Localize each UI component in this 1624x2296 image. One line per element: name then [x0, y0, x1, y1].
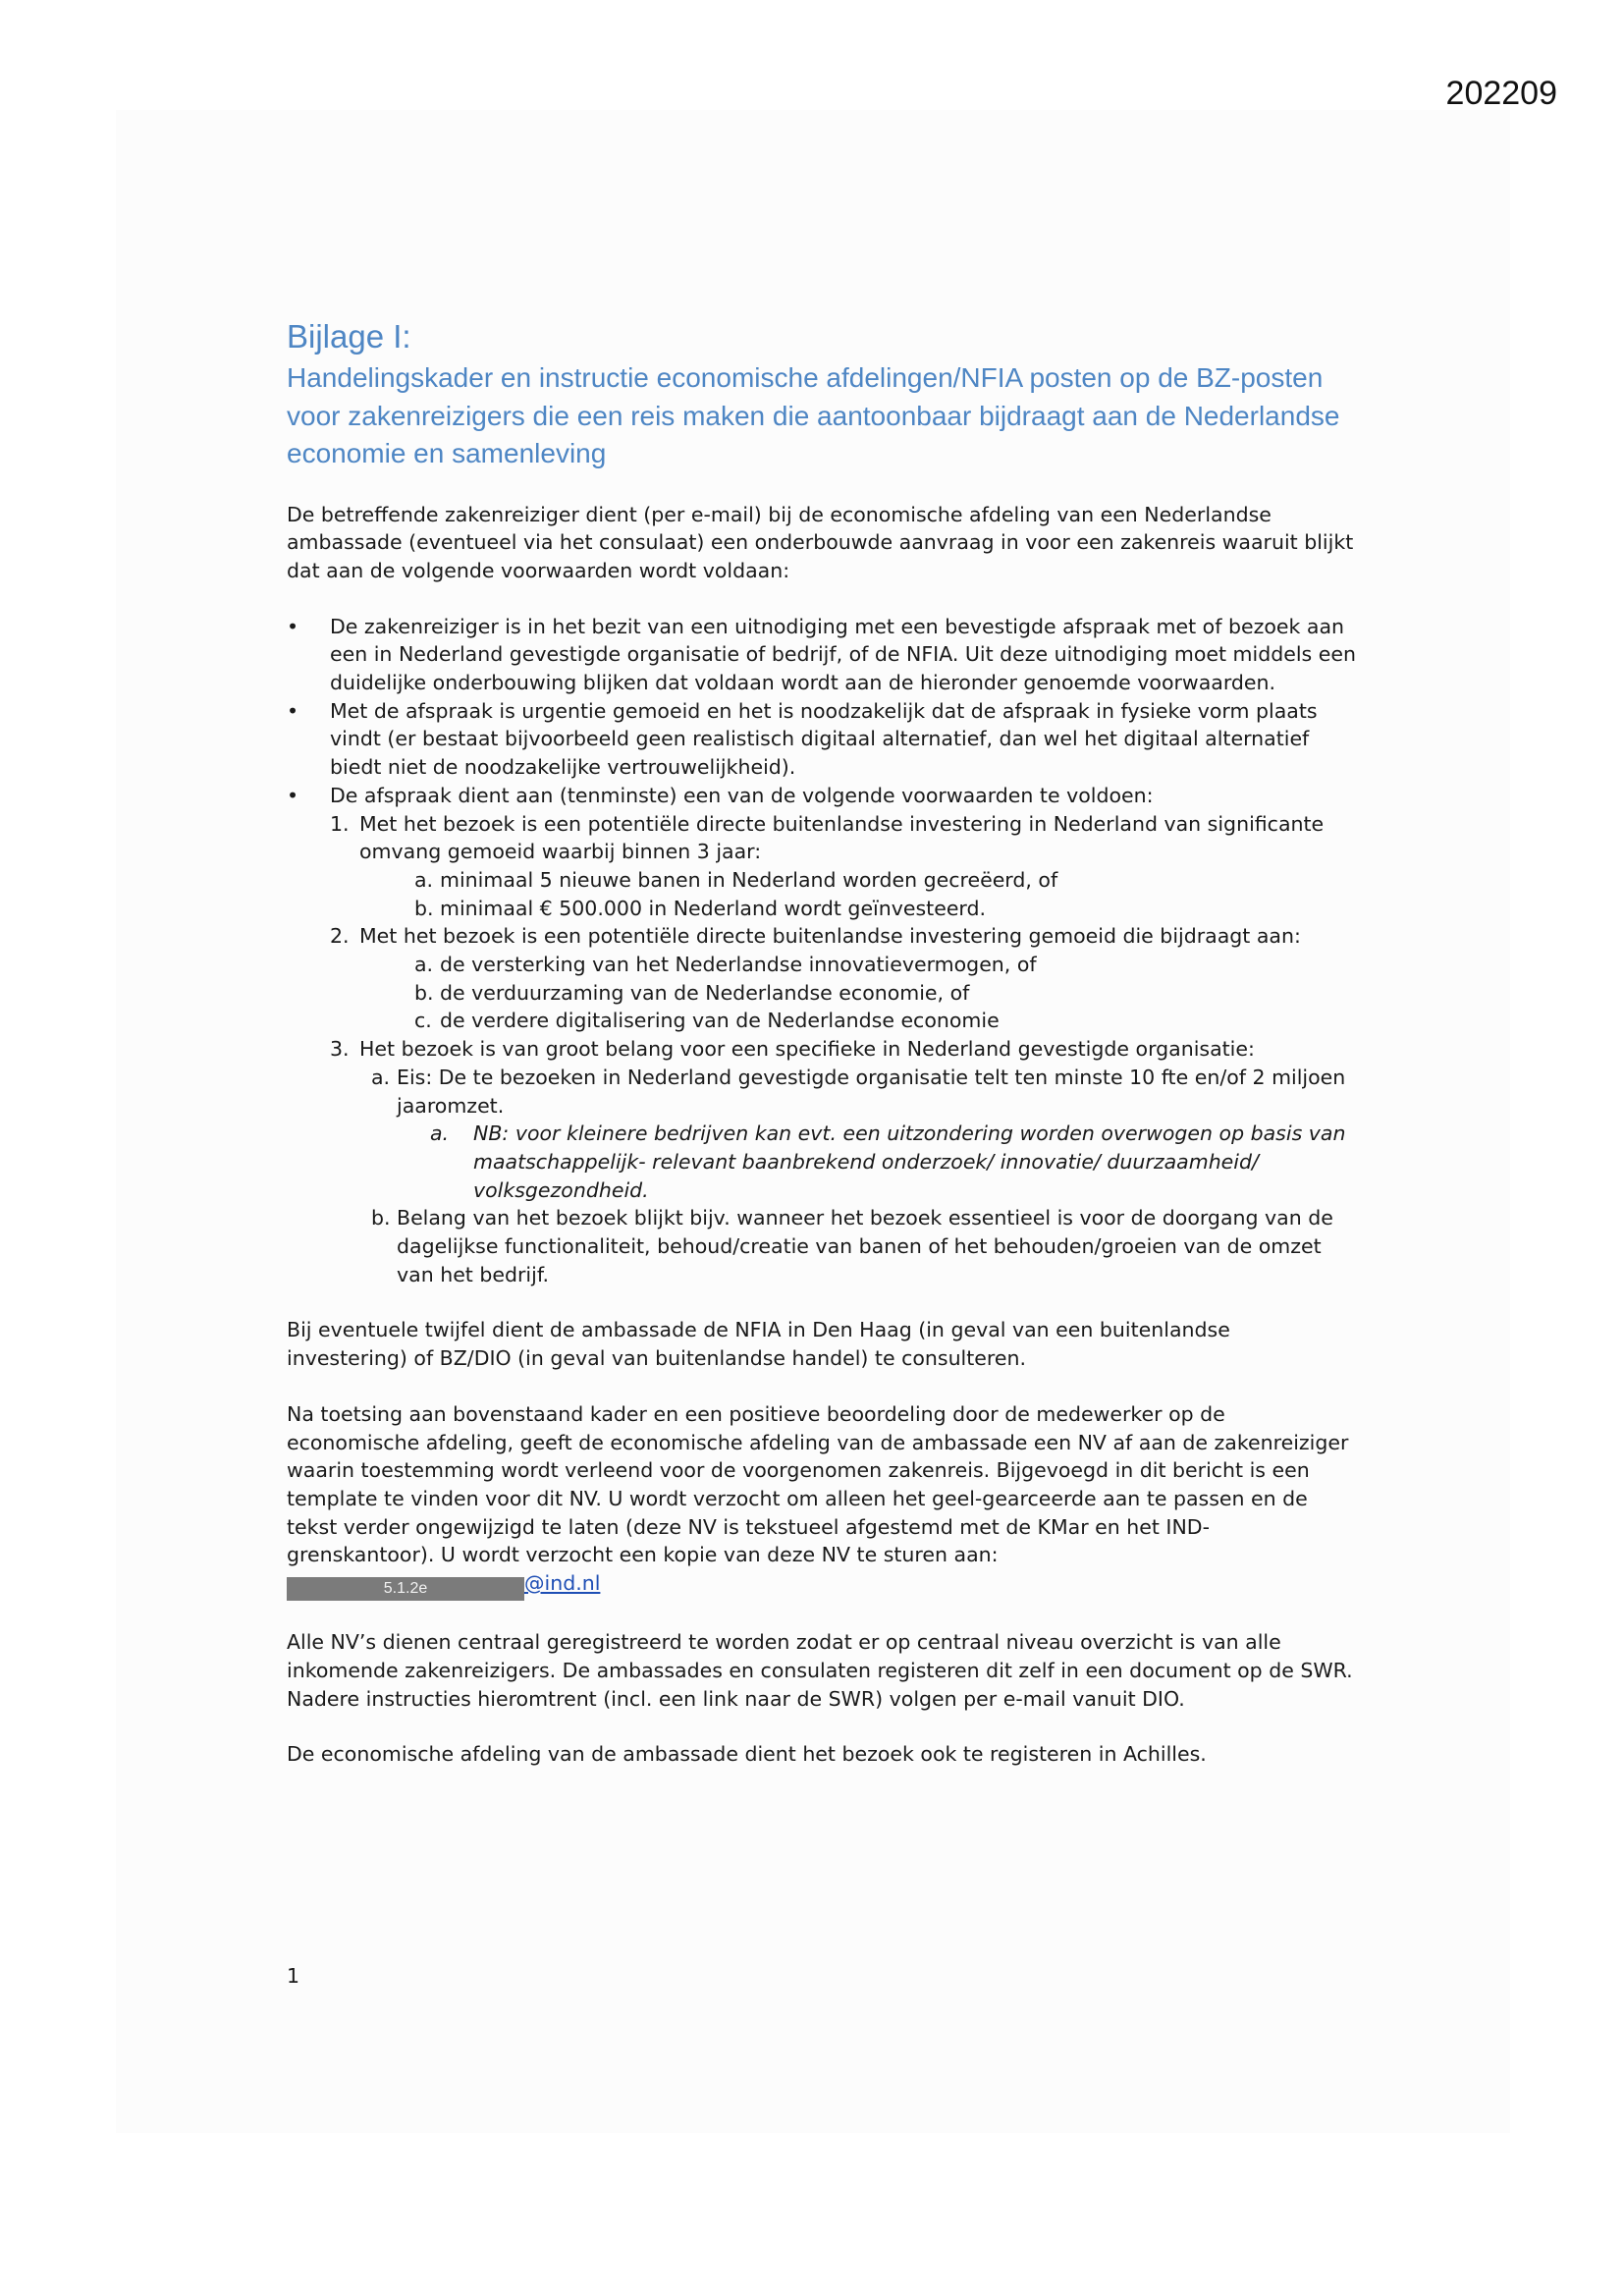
bullet-item [287, 782, 1357, 1289]
email-link[interactable]: @ind.nl [524, 1571, 601, 1596]
sub-item-text: de verdere digitalisering van de Nederlandse economie [440, 1009, 1000, 1033]
page-number: 1 [287, 1964, 300, 1988]
note-item [430, 1120, 1357, 1204]
doubt-paragraph: Bij eventuele twijfel dient de ambassade de NFIA in Den Haag (in geval van een buitenlandse investering) of BZ/DIO (in geval van buitenlandse handel) te consulteren. [287, 1318, 1230, 1371]
bullet-text: De zakenreiziger is in het bezit van een uitnodiging met een bevestigde afspraak met of bezoek aan een in Nederland gevestigde organisatie of bedrijf, of de NFIA. Uit deze uitnodiging moet middels een duidelijke onderbouwing blijken dat voldaan wordt aan de hieronder genoemde voorwaarden. [330, 614, 1356, 695]
condition-number: 2. [330, 924, 350, 949]
sub-item-text: de verduurzaming van de Nederlandse economie, of [440, 980, 970, 1005]
registration-paragraph: Alle NV’s dienen centraal geregistreerd te worden zodat er op centraal niveau overzicht is van alle inkomende zakenreizigers. De ambassades en consulaten registeren dit zelf in een document op de SWR. Nadere instructies hieromtrent (incl. een link naar de SWR) volgen per e-mail vanuit DIO. [287, 1630, 1353, 1711]
condition-item [330, 810, 1357, 866]
condition-item [330, 922, 1357, 951]
annex-title: Bijlage I: [287, 318, 411, 355]
requirement-item [371, 1064, 1357, 1205]
sub-item [414, 895, 1357, 923]
sub-item-text: minimaal € 500.000 in Nederland wordt geïnvesteerd. [440, 896, 987, 920]
document-number: 202209 [1445, 75, 1557, 112]
redaction-block: 5.1.2e [287, 1577, 524, 1601]
condition-item [330, 1035, 1357, 1064]
condition-number: 1. [330, 811, 350, 836]
intro-paragraph: De betreffende zakenreiziger dient (per e-mail) bij de economische afdeling van een Nederlandse ambassade (eventueel via het consulaat) een onderbouwde aanvraag in voor een zakenreis waaruit blijkt dat aan de volgende voorwaarden wordt voldaan: [287, 502, 1354, 582]
sub-item [414, 1007, 1357, 1035]
sub-item-text: de versterking van het Nederlandse innovatievermogen, of [440, 953, 1037, 977]
conditions-list [287, 613, 1357, 1289]
sub-item-text: minimaal 5 nieuwe banen in Nederland worden gecreëerd, of [440, 867, 1058, 892]
requirement-letter: b. [371, 1206, 391, 1230]
assessment-text: Na toetsing aan bovenstaand kader en een positieve beoordeling door de medewerker op de economische afdeling, geeft de economische afdeling van de ambassade een NV af aan de zakenreiziger waarin toestemming wordt verleend voor de voorgenomen zakenreis. Bijgevoegd in dit bericht is een template te vinden voor dit NV. U wordt verzocht om alleen het geel-gearceerde aan te passen en de tekst verder ongewijzigd te laten (deze NV is tekstueel afgestemd met de KMar en het IND-grenskantoor). U wordt verzocht een kopie van deze NV te sturen aan: [287, 1401, 1349, 1567]
annex-subtitle: Handelingskader en instructie economische afdelingen/NFIA posten op de BZ-posten voor zakenreizigers die een reis maken die aantoonbaar bijdraagt aan de Nederlandse economie en samenleving [287, 362, 1340, 468]
requirement-letter: a. [371, 1065, 391, 1089]
note-text: NB: voor kleinere bedrijven kan evt. een uitzondering worden overwogen op basis van maatschappelijk- relevant baanbrekend onderzoek/ innovatie/ duurzaamheid/ volksgezondheid. [473, 1121, 1346, 1202]
bullet-icon: • [287, 783, 299, 807]
sub-item-letter: c. [414, 1009, 432, 1033]
sub-item [414, 979, 1357, 1008]
bullet-text: Met de afspraak is urgentie gemoeid en het is noodzakelijk dat de afspraak in fysieke vorm plaats vindt (er bestaat bijvoorbeeld geen realistisch digitaal alternatief, dan wel het digitaal alternatief biedt niet de noodzakelijke vertrouwelijkheid). [330, 698, 1318, 780]
document-body [287, 316, 1357, 1769]
bullet-item [287, 697, 1357, 782]
assessment-paragraph [287, 1400, 1357, 1601]
bullet-icon: • [287, 614, 299, 638]
requirement-item [371, 1204, 1357, 1288]
condition-number: 3. [330, 1037, 350, 1062]
requirement-text: Eis: De te bezoeken in Nederland gevestigde organisatie telt ten minste 10 fte en/of 2 miljoen jaaromzet. [397, 1065, 1346, 1118]
sub-item [414, 866, 1357, 895]
sub-item-letter: b. [414, 896, 434, 920]
note-letter: a. [430, 1121, 450, 1146]
condition-text: Met het bezoek is een potentiële directe buitenlandse investering gemoeid die bijdraagt aan: [359, 924, 1301, 949]
bullet-icon: • [287, 698, 299, 723]
bullet-text: De afspraak dient aan (tenminste) een van de volgende voorwaarden te voldoen: [330, 783, 1154, 807]
condition-text: Het bezoek is van groot belang voor een specifieke in Nederland gevestigde organisatie: [359, 1037, 1255, 1062]
sub-item [414, 951, 1357, 979]
bullet-item [287, 613, 1357, 697]
condition-text: Met het bezoek is een potentiële directe buitenlandse investering in Nederland van significante omvang gemoeid waarbij binnen 3 jaar: [359, 811, 1325, 864]
sub-item-letter: b. [414, 980, 434, 1005]
sub-item-letter: a. [414, 953, 434, 977]
achilles-paragraph: De economische afdeling van de ambassade dient het bezoek ook te registeren in Achilles. [287, 1742, 1207, 1767]
requirement-text: Belang van het bezoek blijkt bijv. wanneer het bezoek essentieel is voor de doorgang van de dagelijkse functionaliteit, behoud/creatie van banen of het behouden/groeien van de omzet van het bedrijf. [397, 1206, 1333, 1286]
sub-item-letter: a. [414, 867, 434, 892]
